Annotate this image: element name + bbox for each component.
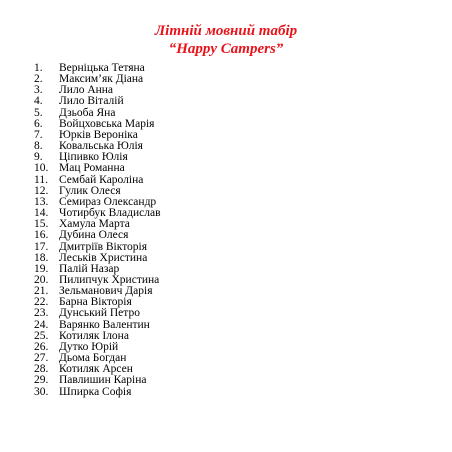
student-name: Дзьоба Яна: [59, 106, 116, 119]
student-name: Семираз Олександр: [59, 195, 157, 208]
item-number: 27.: [34, 352, 49, 365]
item-number: 19.: [34, 262, 49, 275]
student-name: Дьома Богдан: [59, 352, 127, 365]
item-number: 28.: [34, 363, 49, 376]
student-name: Гулик Олеся: [59, 184, 121, 197]
student-name: Хамула Марта: [59, 218, 130, 231]
student-name: Сембай Кароліна: [59, 173, 144, 186]
item-number: 2.: [34, 73, 43, 86]
student-name: Ковальська Юлія: [59, 140, 143, 153]
item-number: 6.: [34, 117, 43, 130]
student-name: Дубина Олеся: [59, 229, 129, 242]
student-name: Дунський Петро: [59, 307, 140, 320]
student-name: Дутко Юрій: [59, 340, 119, 353]
item-number: 12.: [34, 184, 49, 197]
item-number: 4.: [34, 95, 43, 108]
list-item: [34, 96, 161, 107]
item-number: 1.: [34, 62, 43, 74]
item-number: 30.: [34, 385, 49, 398]
item-number: 14.: [34, 207, 49, 220]
document-title: Літній мовний табір: [154, 23, 298, 39]
student-list: [34, 63, 161, 398]
item-number: 16.: [34, 229, 49, 242]
item-number: 21.: [34, 285, 49, 298]
item-number: 25.: [34, 329, 49, 342]
student-name: Котиляк Ілона: [59, 329, 129, 342]
item-number: 17.: [34, 240, 49, 253]
item-number: 23.: [34, 307, 49, 320]
student-name: Лило Віталій: [59, 95, 124, 108]
item-number: 5.: [34, 106, 43, 119]
list-item: [34, 308, 161, 319]
item-number: 10.: [34, 162, 49, 175]
student-name: Палій Назар: [59, 262, 120, 275]
item-number: 3.: [34, 84, 43, 97]
student-name: Лило Анна: [59, 84, 114, 97]
student-name: Юрків Вероніка: [59, 128, 138, 141]
student-name: Мац Романна: [59, 162, 125, 175]
student-name: Чотирбук Владислав: [59, 207, 161, 220]
item-number: 11.: [34, 173, 48, 186]
list-item: [34, 375, 161, 386]
item-number: 24.: [34, 318, 49, 331]
student-name: Ціпивко Юлія: [59, 151, 128, 164]
item-number: 29.: [34, 374, 49, 387]
student-name: Зельманович Дарія: [59, 285, 153, 298]
item-number: 15.: [34, 218, 49, 231]
item-number: 22.: [34, 296, 49, 309]
student-name: Максим’як Діана: [59, 73, 144, 86]
item-number: 13.: [34, 195, 49, 208]
item-number: 26.: [34, 340, 49, 353]
student-name: Барна Вікторія: [59, 296, 132, 309]
list-item: [34, 387, 161, 398]
document-subtitle: “Happy Campers”: [168, 41, 284, 57]
item-number: 9.: [34, 151, 43, 164]
student-name: Павлишин Каріна: [59, 374, 147, 387]
list-item: [34, 163, 161, 174]
student-name: Верніцька Тетяна: [59, 62, 145, 74]
student-name: Пилипчук Христина: [59, 273, 160, 286]
student-name: Шпирка Софія: [59, 385, 132, 398]
item-number: 8.: [34, 140, 43, 153]
document-header: [0, 22, 452, 58]
student-name: Варянко Валентин: [59, 318, 150, 331]
student-name: Леськів Христина: [59, 251, 148, 264]
list-item: [34, 242, 161, 253]
student-name: Дмитріїв Вікторія: [59, 240, 148, 253]
item-number: 18.: [34, 251, 49, 264]
item-number: 20.: [34, 273, 49, 286]
list-item: [34, 230, 161, 241]
student-name: Котиляк Арсен: [59, 363, 133, 376]
student-name: Войцховська Марія: [59, 117, 155, 130]
item-number: 7.: [34, 128, 43, 141]
